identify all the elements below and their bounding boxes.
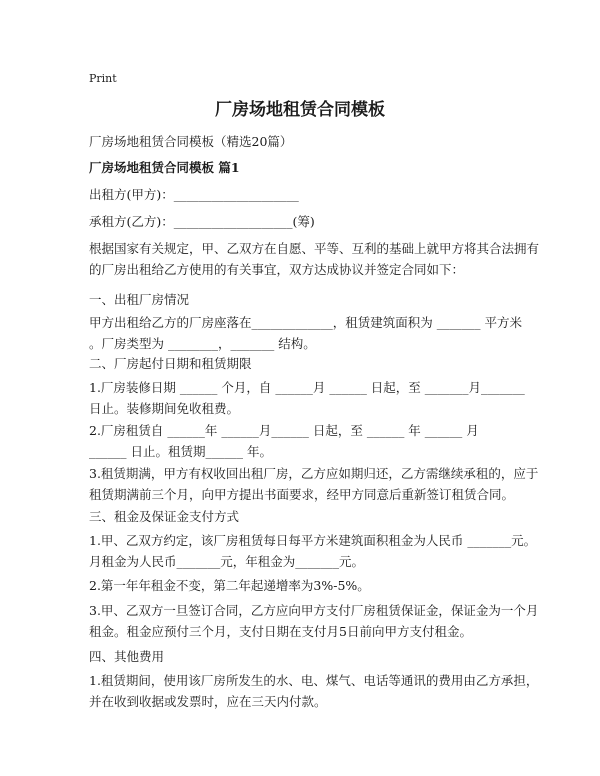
paragraph-line: ______ 日止。租赁期______ 年。 (89, 444, 272, 459)
print-label: Print (89, 72, 117, 85)
paragraph-line: 并在收到收据或发票时，应在三天内付款。 (89, 694, 327, 709)
lessor-line: 出租方(甲方)：____________________ (89, 187, 299, 202)
document-subtitle: 厂房场地租赁合同模板（精选20篇） (89, 134, 293, 149)
paragraph-line: 租赁期满前三个月，向甲方提出书面要求，经甲方同意后重新签订租赁合同。 (89, 487, 515, 502)
lessee-line: 承租方(乙方)：___________________(筹) (89, 214, 315, 229)
clause-heading: 一、出租厂房情况 (89, 292, 190, 307)
paragraph-line: 1.厂房装修日期 ______ 个月，自 ______月 ______ 日起，至 _______月_______ (89, 380, 525, 395)
paragraph-line: 2.厂房租赁自 ______年 ______月______ 日起，至 ______ 年 ______ 月 (89, 423, 479, 438)
paragraph-line: 月租金为人民币_______元，年租金为_______元。 (89, 554, 365, 569)
paragraph-line: 3.甲、乙双方一旦签订合同，乙方应向甲方支付厂房租赁保证金，保证金为一个月 (89, 603, 539, 618)
paragraph-line: 2.第一年年租金不变，第二年起递增率为3%-5%。 (89, 578, 370, 593)
paragraph-line: 1.甲、乙双方约定，该厂房租赁每日每平方米建筑面积租金为人民币 _______元。 (89, 533, 537, 548)
paragraph-line: 日止。装修期间免收租费。 (89, 401, 240, 416)
clause-heading: 二、厂房起付日期和租赁期限 (89, 356, 252, 371)
clause-heading: 四、其他费用 (89, 649, 165, 664)
paragraph-line: 。厂房类型为 ________，_______ 结构。 (89, 336, 316, 351)
document-title: 厂房场地租赁合同模板 (215, 100, 385, 120)
clause-heading: 三、租金及保证金支付方式 (89, 509, 240, 524)
section-title: 厂房场地租赁合同模板 篇1 (89, 160, 240, 175)
paragraph-line: 3.租赁期满，甲方有权收回出租厂房，乙方应如期归还，乙方需继续承租的，应于 (89, 466, 539, 481)
paragraph-line: 1.租赁期间，使用该厂房所发生的水、电、煤气、电话等通讯的费用由乙方承担， (89, 673, 539, 688)
paragraph-line: 根据国家有关规定，甲、乙双方在自愿、平等、互利的基础上就甲方将其合法拥有 (89, 241, 540, 256)
paragraph-line: 租金。租金应预付三个月，支付日期在支付月5日前向甲方支付租金。 (89, 624, 472, 639)
paragraph-line: 的厂房出租给乙方使用的有关事宜，双方达成协议并签定合同如下： (89, 262, 465, 277)
paragraph-line: 甲方出租给乙方的厂房座落在_____________，租赁建筑面积为 _______ 平方米 (89, 315, 522, 330)
